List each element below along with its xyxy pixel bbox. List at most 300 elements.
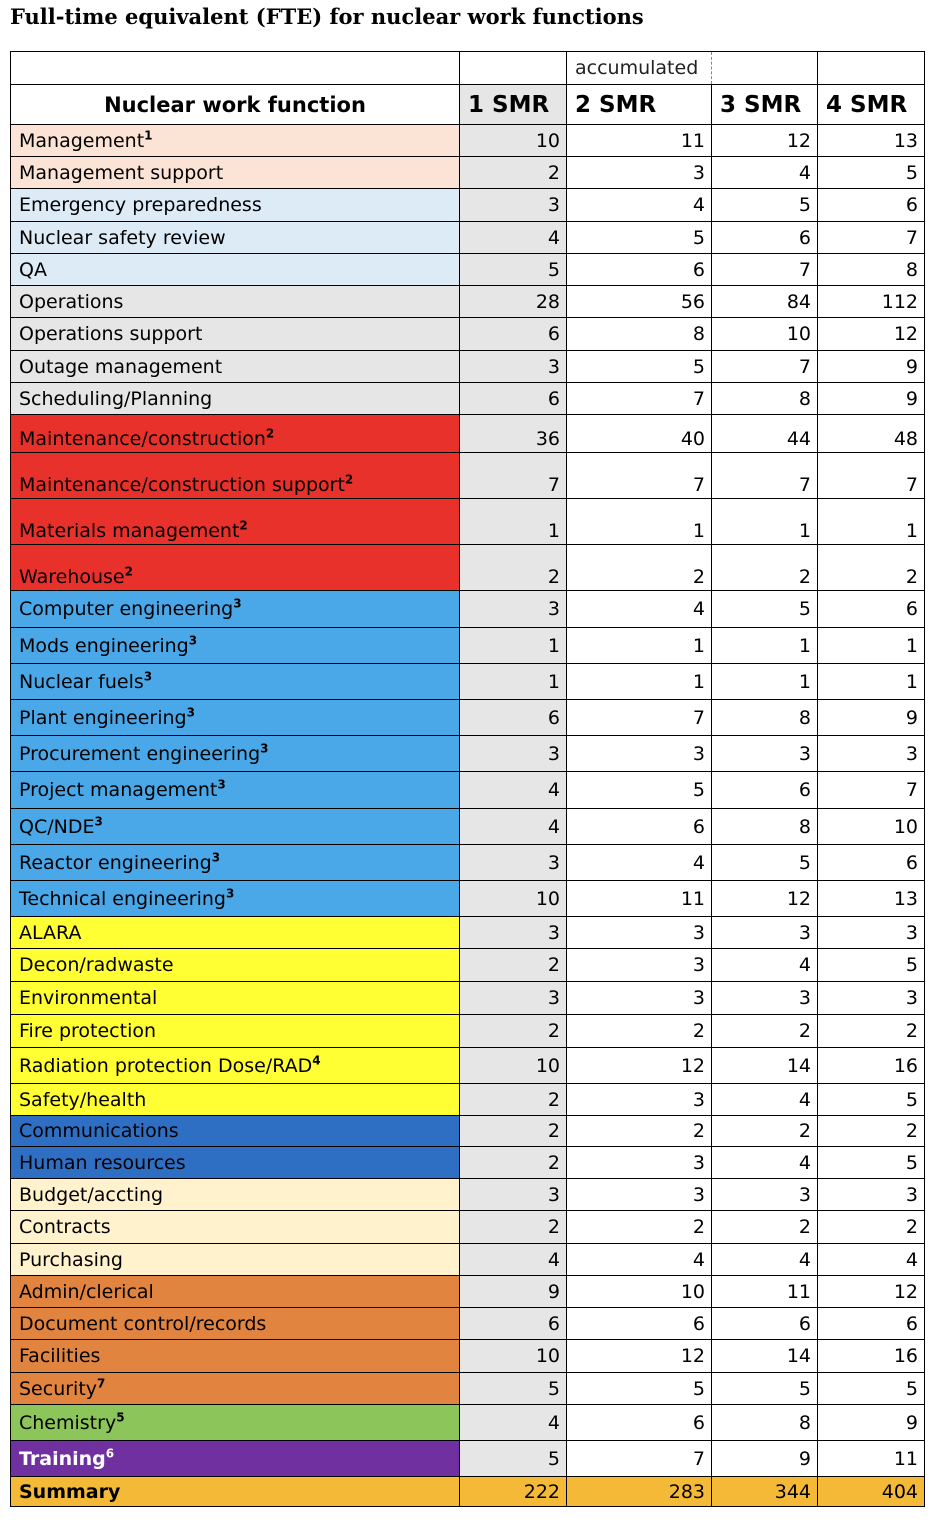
- table-row: [11, 1179, 925, 1211]
- value-cell-3smr: 12: [712, 125, 818, 157]
- footnote-marker: 4: [312, 1053, 321, 1068]
- table-row: [11, 415, 925, 453]
- value-cell-2smr: 40: [567, 415, 712, 453]
- value-cell-2smr: 6: [567, 809, 712, 845]
- function-name: Chemistry: [19, 1411, 117, 1434]
- value-cell-4smr: 13: [818, 125, 925, 157]
- value-cell-2smr: 3: [567, 1084, 712, 1116]
- value-cell-4smr: 10: [818, 809, 925, 845]
- value-cell-1smr: 3: [460, 982, 567, 1015]
- value-cell-3smr: 3: [712, 982, 818, 1015]
- value-cell-2smr: 12: [567, 1340, 712, 1373]
- value-cell-4smr: 3: [818, 982, 925, 1015]
- value-cell-4smr: 4: [818, 1244, 925, 1276]
- table-row: [11, 157, 925, 189]
- value-cell-3smr: 4: [712, 157, 818, 189]
- value-cell-3smr: 3: [712, 917, 818, 949]
- value-cell-2smr: 3: [567, 736, 712, 772]
- function-name: Training: [19, 1447, 106, 1470]
- function-name: Environmental: [19, 987, 158, 1009]
- value-cell-3smr: 9: [712, 1441, 818, 1477]
- function-name: Scheduling/Planning: [19, 387, 213, 410]
- table-row: [11, 1211, 925, 1244]
- function-name-cell: [11, 1477, 460, 1507]
- function-name-cell: [11, 700, 460, 736]
- value-cell-4smr: 5: [818, 157, 925, 189]
- value-cell-2smr: 56: [567, 286, 712, 318]
- value-cell-2smr: 283: [567, 1477, 712, 1507]
- value-cell-4smr: 5: [818, 949, 925, 982]
- value-cell-4smr: 3: [818, 736, 925, 772]
- value-cell-2smr: 4: [567, 591, 712, 628]
- value-cell-2smr: 6: [567, 1308, 712, 1340]
- function-name: QA: [19, 258, 47, 281]
- table-row: [11, 1116, 925, 1147]
- footnote-marker: 3: [143, 669, 153, 684]
- function-name: Safety/health: [19, 1088, 147, 1111]
- column-header-4smr: 4 SMR: [818, 85, 925, 125]
- function-name: QC/NDE: [19, 815, 95, 838]
- page-title: Full-time equivalent (FTE) for nuclear work functions: [10, 4, 644, 29]
- table-row: [11, 917, 925, 949]
- value-cell-1smr: 2: [460, 949, 567, 982]
- function-name: Contracts: [19, 1216, 111, 1238]
- value-cell-4smr: 6: [818, 845, 925, 881]
- value-cell-3smr: 4: [712, 1147, 818, 1179]
- table-row: [11, 1373, 925, 1405]
- value-cell-2smr: 3: [567, 1179, 712, 1211]
- value-cell-1smr: 9: [460, 1276, 567, 1308]
- value-cell-4smr: 12: [818, 318, 925, 351]
- table-row: [11, 351, 925, 383]
- value-cell-2smr: 5: [567, 222, 712, 254]
- value-cell-4smr: 16: [818, 1340, 925, 1373]
- value-cell-3smr: 7: [712, 351, 818, 383]
- value-cell-4smr: 9: [818, 1405, 925, 1441]
- function-name-cell: [11, 809, 460, 845]
- function-name-cell: [11, 1340, 460, 1373]
- value-cell-4smr: 6: [818, 591, 925, 628]
- value-cell-3smr: 5: [712, 845, 818, 881]
- value-cell-4smr: 9: [818, 351, 925, 383]
- value-cell-2smr: 3: [567, 917, 712, 949]
- function-name: Budget/accting: [19, 1183, 164, 1206]
- function-name-cell: [11, 1015, 460, 1048]
- footnote-marker: 3: [260, 741, 269, 756]
- value-cell-3smr: 3: [712, 1179, 818, 1211]
- value-cell-2smr: 11: [567, 125, 712, 157]
- footnote-marker: 3: [233, 596, 242, 611]
- value-cell-3smr: 2: [712, 1211, 818, 1244]
- value-cell-4smr: 16: [818, 1048, 925, 1084]
- summary-row: [11, 1477, 925, 1507]
- function-name: Procurement engineering: [19, 742, 261, 765]
- value-cell-4smr: 1: [818, 499, 925, 545]
- function-name-cell: [11, 1147, 460, 1179]
- value-cell-2smr: 6: [567, 254, 712, 286]
- value-cell-1smr: 2: [460, 1147, 567, 1179]
- value-cell-4smr: 2: [818, 1116, 925, 1147]
- value-cell-1smr: 10: [460, 125, 567, 157]
- value-cell-1smr: 1: [460, 499, 567, 545]
- value-cell-4smr: 2: [818, 1015, 925, 1048]
- value-cell-4smr: 6: [818, 1308, 925, 1340]
- function-name-cell: [11, 189, 460, 222]
- function-name: Human resources: [19, 1151, 186, 1174]
- table-row: [11, 254, 925, 286]
- function-name-cell: [11, 845, 460, 881]
- value-cell-2smr: 5: [567, 772, 712, 809]
- value-cell-3smr: 2: [712, 545, 818, 591]
- function-name-cell: [11, 254, 460, 286]
- value-cell-3smr: 8: [712, 700, 818, 736]
- value-cell-1smr: 10: [460, 881, 567, 917]
- function-name: Document control/records: [19, 1312, 267, 1335]
- value-cell-2smr: 4: [567, 1244, 712, 1276]
- function-name-cell: [11, 917, 460, 949]
- value-cell-1smr: 6: [460, 318, 567, 351]
- function-name-cell: [11, 125, 460, 157]
- value-cell-3smr: 6: [712, 772, 818, 809]
- function-name-cell: [11, 318, 460, 351]
- value-cell-3smr: 4: [712, 1244, 818, 1276]
- function-name: Mods engineering: [19, 634, 189, 657]
- value-cell-4smr: 7: [818, 222, 925, 254]
- column-header-1smr: 1 SMR: [460, 85, 567, 125]
- value-cell-2smr: 2: [567, 1015, 712, 1048]
- table-row: [11, 383, 925, 415]
- table-row: [11, 1340, 925, 1373]
- value-cell-1smr: 2: [460, 545, 567, 591]
- table-row: [11, 949, 925, 982]
- value-cell-3smr: 8: [712, 809, 818, 845]
- function-name: Fire protection: [19, 1020, 157, 1042]
- value-cell-1smr: 6: [460, 383, 567, 415]
- value-cell-1smr: 1: [460, 664, 567, 700]
- table-row: [11, 628, 925, 664]
- function-name-cell: [11, 222, 460, 254]
- table-row: [11, 1441, 925, 1477]
- table-row: [11, 700, 925, 736]
- function-name-cell: [11, 881, 460, 917]
- footnote-marker: 5: [116, 1410, 125, 1425]
- value-cell-1smr: 2: [460, 1015, 567, 1048]
- function-name-cell: [11, 1244, 460, 1276]
- value-cell-1smr: 2: [460, 1211, 567, 1244]
- value-cell-3smr: 344: [712, 1477, 818, 1507]
- value-cell-1smr: 3: [460, 845, 567, 881]
- value-cell-2smr: 2: [567, 545, 712, 591]
- value-cell-4smr: 1: [818, 628, 925, 664]
- value-cell-1smr: 10: [460, 1048, 567, 1084]
- value-cell-2smr: 7: [567, 453, 712, 499]
- function-name-cell: [11, 949, 460, 982]
- function-name: Nuclear safety review: [19, 226, 226, 249]
- function-name: Outage management: [19, 355, 223, 378]
- header-row: [11, 85, 925, 125]
- value-cell-3smr: 1: [712, 628, 818, 664]
- value-cell-1smr: 4: [460, 809, 567, 845]
- table-row: [11, 772, 925, 809]
- function-name: Materials management: [19, 520, 240, 542]
- function-name-cell: [11, 1373, 460, 1405]
- function-name-cell: [11, 1048, 460, 1084]
- function-name-cell: [11, 1116, 460, 1147]
- function-name: Decon/radwaste: [19, 954, 174, 976]
- value-cell-1smr: 4: [460, 1405, 567, 1441]
- value-cell-2smr: 3: [567, 982, 712, 1015]
- value-cell-4smr: 3: [818, 917, 925, 949]
- value-cell-4smr: 9: [818, 700, 925, 736]
- value-cell-2smr: 4: [567, 845, 712, 881]
- function-name-cell: [11, 157, 460, 189]
- value-cell-1smr: 10: [460, 1340, 567, 1373]
- function-name-cell: [11, 982, 460, 1015]
- value-cell-4smr: 5: [818, 1084, 925, 1116]
- value-cell-1smr: 4: [460, 222, 567, 254]
- function-name-cell: [11, 286, 460, 318]
- function-name-cell: [11, 1441, 460, 1477]
- value-cell-4smr: 2: [818, 1211, 925, 1244]
- value-cell-3smr: 10: [712, 318, 818, 351]
- value-cell-3smr: 4: [712, 949, 818, 982]
- value-cell-2smr: 5: [567, 351, 712, 383]
- value-cell-1smr: 3: [460, 736, 567, 772]
- value-cell-3smr: 5: [712, 1373, 818, 1405]
- header-blank: [712, 52, 818, 85]
- value-cell-3smr: 8: [712, 383, 818, 415]
- value-cell-3smr: 12: [712, 881, 818, 917]
- function-name-cell: [11, 1405, 460, 1441]
- function-name: Operations: [19, 290, 124, 313]
- value-cell-3smr: 14: [712, 1340, 818, 1373]
- value-cell-3smr: 84: [712, 286, 818, 318]
- value-cell-2smr: 4: [567, 189, 712, 222]
- footnote-marker: 3: [217, 777, 226, 792]
- value-cell-3smr: 44: [712, 415, 818, 453]
- header-blank: [818, 52, 925, 85]
- value-cell-3smr: 7: [712, 254, 818, 286]
- value-cell-2smr: 1: [567, 628, 712, 664]
- value-cell-4smr: 7: [818, 772, 925, 809]
- function-name: Nuclear fuels: [19, 670, 144, 693]
- function-name-cell: [11, 736, 460, 772]
- table-row: [11, 125, 925, 157]
- value-cell-1smr: 5: [460, 1373, 567, 1405]
- table-row: [11, 286, 925, 318]
- value-cell-2smr: 10: [567, 1276, 712, 1308]
- footnote-marker: 1: [144, 128, 153, 143]
- table-row: [11, 1048, 925, 1084]
- function-name: Facilities: [19, 1345, 101, 1367]
- value-cell-4smr: 404: [818, 1477, 925, 1507]
- value-cell-1smr: 3: [460, 917, 567, 949]
- value-cell-2smr: 6: [567, 1405, 712, 1441]
- footnote-marker: 6: [105, 1446, 115, 1461]
- function-name: Operations support: [19, 323, 203, 345]
- value-cell-4smr: 48: [818, 415, 925, 453]
- function-name-cell: [11, 351, 460, 383]
- accumulated-label: accumulated: [567, 52, 712, 85]
- footnote-marker: 2: [239, 518, 248, 533]
- function-name: Maintenance/construction support: [19, 474, 345, 496]
- table-row: [11, 222, 925, 254]
- value-cell-2smr: 1: [567, 499, 712, 545]
- value-cell-1smr: 222: [460, 1477, 567, 1507]
- function-name-cell: [11, 1308, 460, 1340]
- table-row: [11, 1308, 925, 1340]
- value-cell-2smr: 7: [567, 1441, 712, 1477]
- function-name-cell: [11, 499, 460, 545]
- value-cell-2smr: 3: [567, 157, 712, 189]
- value-cell-4smr: 12: [818, 1276, 925, 1308]
- value-cell-2smr: 5: [567, 1373, 712, 1405]
- value-cell-3smr: 2: [712, 1116, 818, 1147]
- value-cell-1smr: 28: [460, 286, 567, 318]
- table-row: [11, 1276, 925, 1308]
- footnote-marker: 3: [225, 886, 235, 901]
- table-row: [11, 736, 925, 772]
- value-cell-2smr: 8: [567, 318, 712, 351]
- function-name-cell: [11, 383, 460, 415]
- value-cell-4smr: 6: [818, 189, 925, 222]
- function-name-cell: [11, 1179, 460, 1211]
- value-cell-2smr: 1: [567, 664, 712, 700]
- fte-table: [10, 51, 925, 1507]
- function-name: Management: [19, 129, 145, 152]
- value-cell-1smr: 7: [460, 453, 567, 499]
- value-cell-1smr: 5: [460, 254, 567, 286]
- function-name: Computer engineering: [19, 598, 234, 620]
- function-column-header: Nuclear work function: [11, 85, 460, 125]
- value-cell-1smr: 3: [460, 1179, 567, 1211]
- footnote-marker: 2: [344, 472, 354, 487]
- table-row: [11, 1084, 925, 1116]
- function-name: Maintenance/construction: [19, 428, 266, 450]
- function-name: Communications: [19, 1120, 179, 1142]
- value-cell-1smr: 4: [460, 772, 567, 809]
- value-cell-3smr: 7: [712, 453, 818, 499]
- table-row: [11, 189, 925, 222]
- function-name-cell: [11, 1276, 460, 1308]
- table-row: [11, 845, 925, 881]
- value-cell-3smr: 3: [712, 736, 818, 772]
- function-name-cell: [11, 453, 460, 499]
- function-name: Management support: [19, 161, 224, 184]
- value-cell-3smr: 14: [712, 1048, 818, 1084]
- function-name: Plant engineering: [19, 706, 187, 729]
- function-name: Warehouse: [19, 566, 125, 588]
- value-cell-3smr: 8: [712, 1405, 818, 1441]
- value-cell-1smr: 5: [460, 1441, 567, 1477]
- function-name-cell: [11, 545, 460, 591]
- function-name-cell: [11, 1084, 460, 1116]
- value-cell-4smr: 2: [818, 545, 925, 591]
- column-header-3smr: 3 SMR: [712, 85, 818, 125]
- value-cell-2smr: 12: [567, 1048, 712, 1084]
- function-name: Radiation protection Dose/RAD: [19, 1054, 313, 1077]
- function-name-cell: [11, 772, 460, 809]
- table-row: [11, 1244, 925, 1276]
- table-row: [11, 1147, 925, 1179]
- value-cell-1smr: 3: [460, 351, 567, 383]
- table-row: [11, 453, 925, 499]
- value-cell-1smr: 36: [460, 415, 567, 453]
- header-blank: [11, 52, 460, 85]
- value-cell-1smr: 2: [460, 1084, 567, 1116]
- footnote-marker: 2: [265, 426, 275, 441]
- value-cell-4smr: 11: [818, 1441, 925, 1477]
- table-row: [11, 1405, 925, 1441]
- value-cell-1smr: 6: [460, 700, 567, 736]
- function-name: Reactor engineering: [19, 851, 212, 874]
- table-row: [11, 545, 925, 591]
- value-cell-1smr: 2: [460, 1116, 567, 1147]
- table-row: [11, 591, 925, 628]
- value-cell-4smr: 3: [818, 1179, 925, 1211]
- function-name-cell: [11, 1211, 460, 1244]
- function-name: Security: [19, 1377, 98, 1400]
- table-row: [11, 499, 925, 545]
- value-cell-3smr: 5: [712, 189, 818, 222]
- value-cell-3smr: 5: [712, 591, 818, 628]
- function-name: ALARA: [19, 921, 82, 944]
- value-cell-4smr: 5: [818, 1373, 925, 1405]
- header-top-row: [11, 52, 925, 85]
- value-cell-3smr: 6: [712, 222, 818, 254]
- value-cell-4smr: 8: [818, 254, 925, 286]
- table-row: [11, 1015, 925, 1048]
- footnote-marker: 7: [97, 1376, 106, 1391]
- table-row: [11, 982, 925, 1015]
- footnote-marker: 3: [94, 814, 103, 829]
- function-name-cell: [11, 628, 460, 664]
- value-cell-3smr: 2: [712, 1015, 818, 1048]
- header-blank: [460, 52, 567, 85]
- function-name: Summary: [19, 1480, 121, 1503]
- footnote-marker: 3: [211, 850, 221, 865]
- table-row: [11, 809, 925, 845]
- value-cell-1smr: 6: [460, 1308, 567, 1340]
- function-name: Emergency preparedness: [19, 194, 262, 216]
- value-cell-2smr: 7: [567, 700, 712, 736]
- value-cell-4smr: 9: [818, 383, 925, 415]
- value-cell-3smr: 1: [712, 499, 818, 545]
- function-name: Purchasing: [19, 1248, 123, 1271]
- value-cell-3smr: 1: [712, 664, 818, 700]
- function-name-cell: [11, 415, 460, 453]
- value-cell-1smr: 2: [460, 157, 567, 189]
- value-cell-1smr: 3: [460, 591, 567, 628]
- table-row: [11, 664, 925, 700]
- table-row: [11, 318, 925, 351]
- value-cell-4smr: 7: [818, 453, 925, 499]
- footnote-marker: 2: [124, 564, 133, 579]
- value-cell-3smr: 6: [712, 1308, 818, 1340]
- column-header-2smr: 2 SMR: [567, 85, 712, 125]
- function-name: Project management: [19, 779, 218, 801]
- value-cell-2smr: 3: [567, 949, 712, 982]
- value-cell-3smr: 11: [712, 1276, 818, 1308]
- function-name: Technical engineering: [19, 887, 226, 910]
- value-cell-2smr: 7: [567, 383, 712, 415]
- value-cell-4smr: 5: [818, 1147, 925, 1179]
- value-cell-4smr: 1: [818, 664, 925, 700]
- footnote-marker: 3: [188, 633, 198, 648]
- footnote-marker: 3: [186, 705, 195, 720]
- function-name: Admin/clerical: [19, 1280, 154, 1303]
- value-cell-3smr: 4: [712, 1084, 818, 1116]
